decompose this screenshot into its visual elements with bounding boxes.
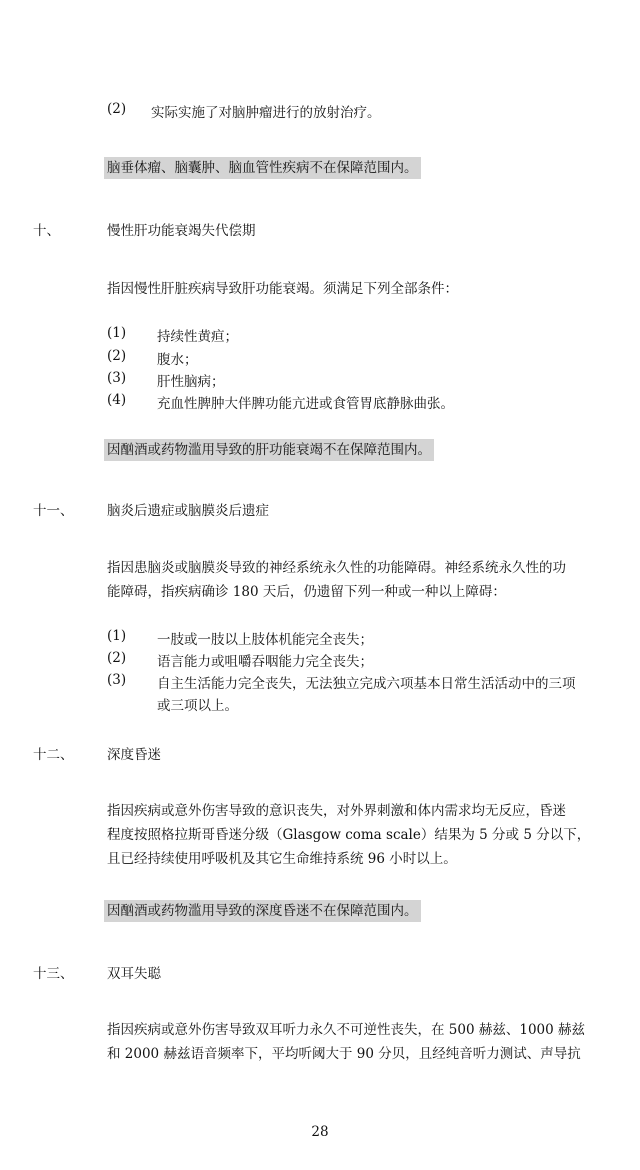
section-intro-line: 指因疾病或意外伤害导致的意识丧失，对外界刺激和体内需求均无反应，昏迷	[107, 803, 566, 819]
list-item-text-cont: 或三项以上。	[157, 698, 238, 714]
list-item-text: 充血性脾肿大伴脾功能亢进或食管胃底静脉曲张。	[157, 396, 454, 412]
list-item-number: (1)	[107, 628, 127, 644]
list-item-number: (2)	[107, 101, 127, 117]
list-item-text: 实际实施了对脑肿瘤进行的放射治疗。	[151, 105, 381, 121]
section-number: 十、	[33, 223, 60, 239]
section-number: 十一、	[33, 503, 74, 519]
section-intro-line: 能障碍，指疾病确诊 180 天后，仍遗留下列一种或一种以上障碍：	[107, 584, 506, 600]
list-item-text: 持续性黄疸；	[157, 329, 238, 345]
list-item-text: 一肢或一肢以上肢体机能完全丧失；	[157, 632, 373, 648]
list-item-number: (3)	[107, 370, 127, 386]
section-title: 深度昏迷	[107, 747, 161, 763]
page-number: 28	[311, 1124, 329, 1140]
section-intro-line: 和 2000 赫兹语音频率下，平均听阈大于 90 分贝，且经纯音听力测试、声导抗	[107, 1046, 581, 1062]
section-title: 双耳失聪	[107, 966, 161, 982]
list-item-number: (1)	[107, 325, 127, 341]
list-item-text: 腹水；	[157, 352, 198, 368]
section-intro: 指因慢性肝脏疾病导致肝功能衰竭。须满足下列全部条件：	[107, 281, 458, 297]
list-item-text: 肝性脑病；	[157, 374, 225, 390]
section-intro-line: 指因疾病或意外伤害导致双耳听力永久不可逆性丧失，在 500 赫兹、1000 赫兹	[107, 1022, 585, 1038]
list-item-number: (4)	[107, 392, 127, 408]
list-item-number: (2)	[107, 650, 127, 666]
list-item-text: 语言能力或咀嚼吞咽能力完全丧失；	[157, 654, 373, 670]
exclusion-note-brain: 脑垂体瘤、脑囊肿、脑血管性疾病不在保障范围内。	[104, 157, 421, 179]
exclusion-note-coma: 因酗酒或药物滥用导致的深度昏迷不在保障范围内。	[104, 900, 421, 922]
list-item-number: (2)	[107, 348, 127, 364]
list-item-number: (3)	[107, 672, 127, 688]
section-number: 十三、	[33, 966, 74, 982]
list-item-text: 自主生活能力完全丧失，无法独立完成六项基本日常生活活动中的三项	[157, 676, 576, 692]
section-intro-line: 指因患脑炎或脑膜炎导致的神经系统永久性的功能障碍。神经系统永久性的功	[107, 560, 566, 576]
section-intro-line: 且已经持续使用呼吸机及其它生命维持系统 96 小时以上。	[107, 851, 457, 867]
section-title: 脑炎后遗症或脑膜炎后遗症	[107, 503, 269, 519]
section-number: 十二、	[33, 747, 74, 763]
section-title: 慢性肝功能衰竭失代偿期	[107, 223, 256, 239]
section-intro-line: 程度按照格拉斯哥昏迷分级（Glasgow coma scale）结果为 5 分或 5 分以下，	[107, 827, 591, 843]
exclusion-note-liver: 因酗酒或药物滥用导致的肝功能衰竭不在保障范围内。	[104, 439, 434, 461]
